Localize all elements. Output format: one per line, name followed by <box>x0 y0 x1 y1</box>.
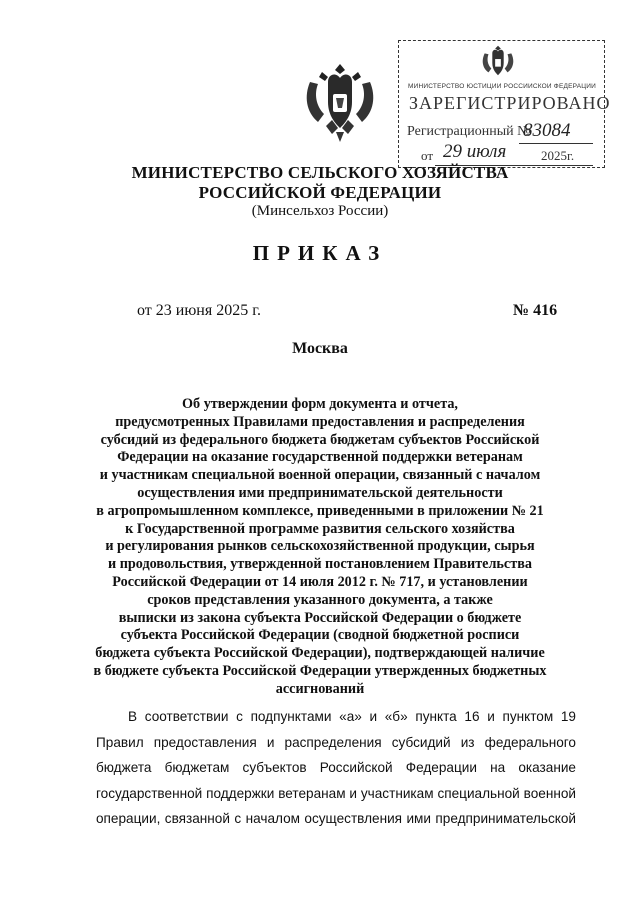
stamp-year: 2025г. <box>541 148 575 163</box>
title-line: сроков представления указанного документа, а также <box>147 591 493 608</box>
registration-stamp <box>398 40 611 168</box>
title-line: и участникам специальной военной операции, связанный с началом <box>99 467 541 484</box>
title-line: бюджета субъекта Российской Федерации), подтверждающей наличие <box>95 645 545 662</box>
body-line: операции, связанной с началом осуществления ими предпринимательской <box>96 811 576 827</box>
order-date: от 23 июня 2025 г. <box>137 302 261 319</box>
stamp-registered-text: ЗАРЕГИСТРИРОВАНО <box>409 93 611 113</box>
order-body-text <box>96 704 576 832</box>
body-line: государственной поддержки ветеранам и участникам специальной военной <box>96 785 576 801</box>
body-line: В соответствии с подпунктами «а» и «б» пункта 16 и пунктом 19 <box>128 709 576 724</box>
stamp-reg-number: 83084 <box>523 120 571 141</box>
stamp-date-handwritten: 29 июля <box>443 141 507 162</box>
ministry-short-name: (Минсельхоз России) <box>251 203 389 219</box>
document-type-title: ПРИКАЗ <box>252 241 388 265</box>
title-line: субсидий из федерального бюджета бюджетам субъектов Российской <box>100 431 540 448</box>
stamp-ministry-text: МИНИСТЕРСТВО ЮСТИЦИИ РОССИЙСКОЙ ФЕДЕРАЦИИ <box>407 83 597 90</box>
body-line: Правил предоставления и распределения субсидий из федерального <box>96 734 576 750</box>
city-name: Москва <box>292 340 348 357</box>
title-line: предусмотренных Правилами предоставления и распределения <box>115 413 525 430</box>
title-line: Российской Федерации от 14 июля 2012 г. № 717, и установлении <box>112 573 528 590</box>
title-line: выписки из закона субъекта Российской Федерации о бюджете <box>118 609 522 626</box>
title-line: Об утверждении форм документа и отчета, <box>182 396 458 412</box>
body-line: бюджета бюджетам субъектов Российской Федерации на оказание <box>96 760 576 776</box>
stamp-date-prefix: от <box>421 148 434 163</box>
order-number: № 416 <box>513 302 558 319</box>
title-line: осуществления ими предпринимательской деятельности <box>137 484 503 501</box>
order-title-block <box>70 396 570 699</box>
title-line: ассигнований <box>275 680 365 697</box>
ministry-name-line1: МИНИСТЕРСТВО СЕЛЬСКОГО ХОЗЯЙСТВА <box>131 163 509 182</box>
title-line: субъекта Российской Федерации (сводной бюджетной росписи <box>120 627 520 644</box>
title-line: в агропромышленном комплексе, приведенными в приложении № 21 <box>96 502 544 519</box>
title-line: в бюджете субъекта Российской Федерации утвержденных бюджетных <box>93 662 547 679</box>
title-line: Федерации на оказание государственной поддержки ветеранам <box>117 449 523 466</box>
title-line: и продовольствия, утвержденной постановлением Правительства <box>108 556 532 573</box>
title-line: к Государственной программе развития сельского хозяйства <box>125 520 515 537</box>
stamp-reg-label: Регистрационный № <box>407 124 531 139</box>
ministry-name-line2: РОССИЙСКОЙ ФЕДЕРАЦИИ <box>198 183 442 202</box>
title-line: и регулирования рынков сельскохозяйственной продукции, сырья <box>105 538 535 555</box>
russian-coat-of-arms-icon <box>300 60 380 146</box>
stamp-eagle-icon <box>479 43 517 77</box>
stamp-number-underline <box>519 143 593 144</box>
